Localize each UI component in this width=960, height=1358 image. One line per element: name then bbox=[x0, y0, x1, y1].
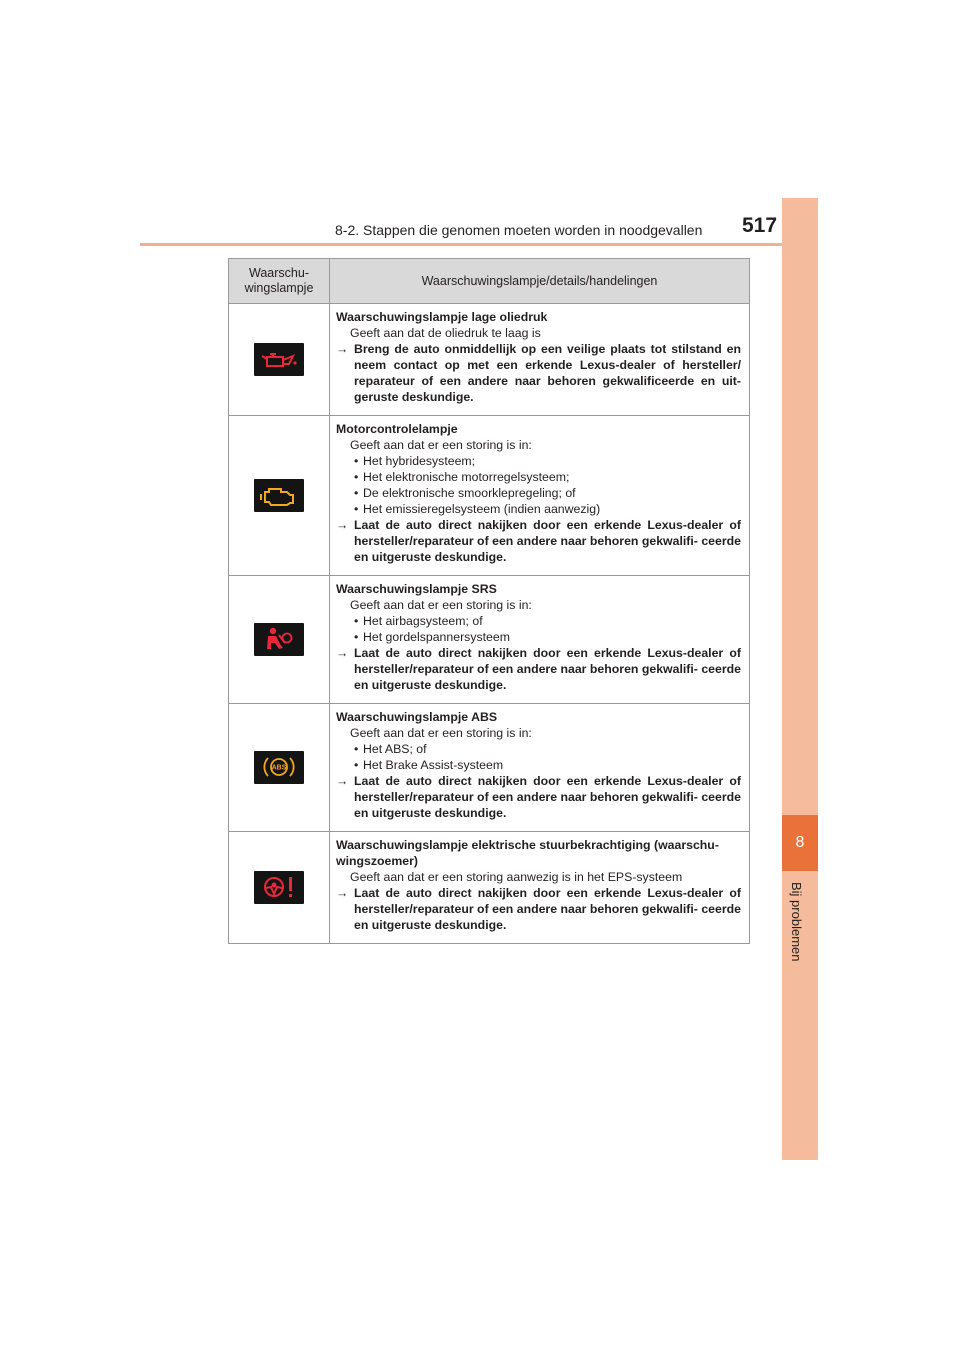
abs-icon-label: ABS bbox=[271, 764, 287, 772]
bullet-item bbox=[336, 485, 741, 501]
arrow-glyph: → bbox=[336, 886, 349, 900]
bullet-text: Het airbagsysteem; of bbox=[363, 614, 483, 628]
bullet-item bbox=[336, 453, 741, 469]
warning-description: Geeft aan dat er een storing is in: bbox=[350, 438, 532, 452]
col-header-details: Waarschuwingslampje/details/handelingen bbox=[330, 259, 750, 304]
action-text: Laat de auto direct nakijken door een erkende Lexus-dealer of hersteller/reparateur of een andere naar behoren gekwalifi- ceerde en uitgeruste deskundige. bbox=[354, 518, 741, 564]
warning-title: Motorcontrolelampje bbox=[336, 422, 458, 436]
bullet-text: Het emissieregelsysteem (indien aanwezig) bbox=[363, 502, 601, 516]
bullet-glyph: • bbox=[354, 502, 359, 516]
engine-check-icon bbox=[254, 479, 304, 512]
action-text: Breng de auto onmiddellijk op een veilige plaats tot stilstand en neem contact op met een erkende Lexus-dealer of hersteller/ reparateur of een andere naar behoren gekwalificeerde en uit- geruste deskundige. bbox=[354, 342, 741, 404]
section-title: 8-2. Stappen die genomen moeten worden in noodgevallen bbox=[335, 222, 703, 238]
warning-title: Waarschuwingslampje elektrische stuurbekrachtiging (waarschu- wingszoemer) bbox=[336, 838, 719, 868]
bullet-item bbox=[336, 757, 741, 773]
warning-action bbox=[336, 517, 741, 565]
warning-description: Geeft aan dat de oliedruk te laag is bbox=[350, 326, 541, 340]
bullet-glyph: • bbox=[354, 758, 359, 772]
bullet-item bbox=[336, 501, 741, 517]
header-rule bbox=[140, 243, 818, 246]
chapter-side-tab bbox=[782, 198, 818, 1160]
table-body bbox=[229, 304, 750, 944]
details-cell bbox=[330, 304, 750, 416]
bullet-glyph: • bbox=[354, 630, 359, 644]
page-number: 517 bbox=[742, 214, 778, 237]
bullet-text: Het Brake Assist-systeem bbox=[363, 758, 504, 772]
warning-title: Waarschuwingslampje ABS bbox=[336, 710, 498, 724]
details-cell bbox=[330, 832, 750, 944]
col-header-lamp bbox=[229, 259, 330, 304]
steering-warning-icon bbox=[254, 871, 304, 904]
arrow-glyph: → bbox=[336, 342, 349, 356]
warning-lights-table bbox=[228, 258, 750, 944]
chapter-number: 8 bbox=[782, 815, 818, 871]
bullet-glyph: • bbox=[354, 742, 359, 756]
arrow-glyph: → bbox=[336, 774, 349, 788]
table-row bbox=[229, 304, 750, 416]
warning-title: Waarschuwingslampje lage oliedruk bbox=[336, 310, 548, 324]
warning-title: Waarschuwingslampje SRS bbox=[336, 582, 497, 596]
table-header-row bbox=[229, 259, 750, 304]
col-header-lamp-text: Waarschu- wingslampje bbox=[244, 266, 314, 295]
lamp-cell bbox=[229, 304, 330, 416]
bullet-text: Het gordelspannersysteem bbox=[363, 630, 510, 644]
bullet-item bbox=[336, 741, 741, 757]
chapter-title: Bij problemen bbox=[789, 882, 804, 962]
bullet-item bbox=[336, 469, 741, 485]
action-text: Laat de auto direct nakijken door een erkende Lexus-dealer of hersteller/reparateur of een andere naar behoren gekwalifi- ceerde en uitgeruste deskundige. bbox=[354, 646, 741, 692]
lamp-cell bbox=[229, 416, 330, 576]
arrow-glyph: → bbox=[336, 646, 349, 660]
details-cell bbox=[330, 576, 750, 704]
abs-icon bbox=[254, 751, 304, 784]
table-row bbox=[229, 576, 750, 704]
bullet-text: Het hybridesysteem; bbox=[363, 454, 476, 468]
warning-description: Geeft aan dat er een storing is in: bbox=[350, 598, 532, 612]
lamp-cell bbox=[229, 576, 330, 704]
lamp-cell bbox=[229, 704, 330, 832]
airbag-icon bbox=[254, 623, 304, 656]
bullet-glyph: • bbox=[354, 470, 359, 484]
warning-action bbox=[336, 885, 741, 933]
action-text: Laat de auto direct nakijken door een erkende Lexus-dealer of hersteller/reparateur of een andere naar behoren gekwalifi- ceerde en uitgeruste deskundige. bbox=[354, 886, 741, 932]
oil-can-icon bbox=[254, 343, 304, 376]
warning-action bbox=[336, 341, 741, 405]
warning-description: Geeft aan dat er een storing is in: bbox=[350, 726, 532, 740]
table-row bbox=[229, 416, 750, 576]
arrow-glyph: → bbox=[336, 518, 349, 532]
table-row bbox=[229, 704, 750, 832]
bullet-glyph: • bbox=[354, 486, 359, 500]
bullet-glyph: • bbox=[354, 614, 359, 628]
details-cell bbox=[330, 416, 750, 576]
bullet-text: Het elektronische motorregelsysteem; bbox=[363, 470, 570, 484]
bullet-text: Het ABS; of bbox=[363, 742, 427, 756]
bullet-item bbox=[336, 629, 741, 645]
warning-description: Geeft aan dat er een storing aanwezig is in het EPS-systeem bbox=[350, 870, 683, 884]
table-row bbox=[229, 832, 750, 944]
bullet-item bbox=[336, 613, 741, 629]
warning-action bbox=[336, 645, 741, 693]
action-text: Laat de auto direct nakijken door een erkende Lexus-dealer of hersteller/reparateur of een andere naar behoren gekwalifi- ceerde en uitgeruste deskundige. bbox=[354, 774, 741, 820]
details-cell bbox=[330, 704, 750, 832]
bullet-glyph: • bbox=[354, 454, 359, 468]
bullet-text: De elektronische smoorklepregeling; of bbox=[363, 486, 576, 500]
warning-action bbox=[336, 773, 741, 821]
lamp-cell bbox=[229, 832, 330, 944]
